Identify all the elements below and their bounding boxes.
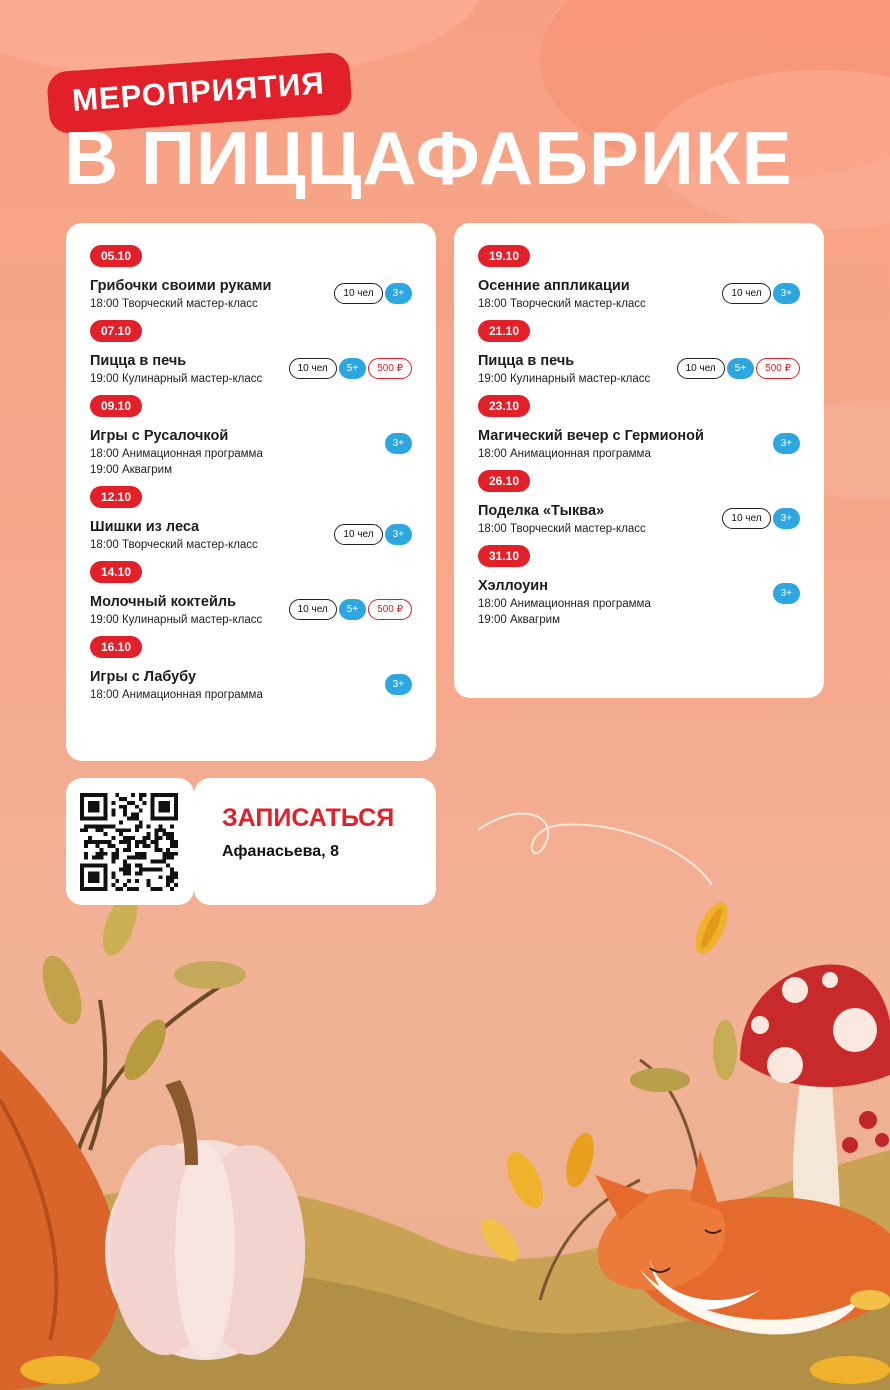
schedule-card-left [66,223,436,761]
event-title: Пицца в печь [90,353,187,369]
event-time-line: 19:00 Кулинарный мастер-класс [90,614,263,626]
event-title: Поделка «Тыква» [478,503,605,519]
age-badge: 3+ [773,433,800,454]
people-limit-badge: 10 чел [722,508,770,529]
event-item [90,486,412,553]
age-badge: 3+ [385,524,412,545]
event-date-badge: 26.10 [478,470,530,492]
age-badge: 3+ [773,583,800,604]
event-title: Игры с Русалочкой [90,428,229,444]
signup-link[interactable]: ЗАПИСАТЬСЯ [222,804,395,832]
address: Афанасьева, 8 [222,843,339,860]
event-title: Осенние аппликации [478,278,630,294]
event-time-line: 18:00 Творческий мастер-класс [478,298,646,310]
event-date-badge: 23.10 [478,395,530,417]
event-item [478,395,800,462]
event-time-line: 18:00 Анимационная программа [90,448,263,460]
leaves-branch-icon [75,980,230,1160]
price-badge: 500 ₽ [368,358,412,379]
berries-icon [842,1111,889,1153]
event-item [90,245,412,312]
qr-card[interactable] [66,778,194,905]
age-badge: 3+ [385,674,412,695]
event-tags [334,283,412,304]
event-title: Молочный коктейль [90,594,236,610]
event-item [478,320,800,387]
event-date-badge: 05.10 [90,245,142,267]
event-item [90,636,412,703]
event-time-line: 18:00 Анимационная программа [90,689,263,701]
event-date-badge: 14.10 [90,561,142,583]
age-badge: 3+ [385,433,412,454]
age-badge: 3+ [773,508,800,529]
price-badge: 500 ₽ [756,358,800,379]
event-time-line: 18:00 Анимационная программа [478,598,651,610]
event-tags [773,583,800,604]
age-badge: 5+ [339,599,366,620]
event-date-badge: 19.10 [478,245,530,267]
event-time-line: 18:00 Творческий мастер-класс [478,523,646,535]
event-time-line: 19:00 Аквагрим [478,614,560,626]
event-tags [677,358,800,379]
event-date-badge: 31.10 [478,545,530,567]
age-badge: 3+ [773,283,800,304]
event-item [90,395,412,478]
event-tags [385,674,412,695]
event-item [478,245,800,312]
event-time-line: 18:00 Творческий мастер-класс [90,298,258,310]
event-title: Пицца в печь [478,353,575,369]
event-tags [773,433,800,454]
people-limit-badge: 10 чел [677,358,725,379]
event-title: Магический вечер с Гермионой [478,428,704,444]
event-tags [289,358,412,379]
falling-leaf-icon [689,898,734,959]
price-badge: 500 ₽ [368,599,412,620]
event-date-badge: 09.10 [90,395,142,417]
event-time-line: 19:00 Кулинарный мастер-класс [90,373,263,385]
page-title: В ПИЦЦАФАБРИКЕ [64,116,793,200]
event-tags [722,508,800,529]
event-tags [334,524,412,545]
event-title: Шишки из леса [90,519,200,535]
event-title: Игры с Лабубу [90,669,197,685]
age-badge: 5+ [727,358,754,379]
people-limit-badge: 10 чел [722,283,770,304]
people-limit-badge: 10 чел [334,283,382,304]
events-badge: МЕРОПРИЯТИЯ [46,52,352,135]
signup-card[interactable] [194,778,436,905]
age-badge: 3+ [385,283,412,304]
event-time-line: 19:00 Кулинарный мастер-класс [478,373,651,385]
event-item [478,545,800,628]
event-tags [385,433,412,454]
event-date-badge: 16.10 [90,636,142,658]
people-limit-badge: 10 чел [289,599,337,620]
event-date-badge: 21.10 [478,320,530,342]
schedule-card-right [454,223,824,698]
event-tags [722,283,800,304]
qr-code-icon[interactable] [80,793,178,891]
event-time-line: 19:00 Аквагрим [90,464,172,476]
event-title: Хэллоуин [478,578,548,594]
age-badge: 5+ [339,358,366,379]
people-limit-badge: 10 чел [334,524,382,545]
event-tags [289,599,412,620]
event-time-line: 18:00 Творческий мастер-класс [90,539,258,551]
pumpkin-icon [105,1080,305,1360]
event-item [90,320,412,387]
event-item [90,561,412,628]
event-date-badge: 07.10 [90,320,142,342]
event-time-line: 18:00 Анимационная программа [478,448,651,460]
people-limit-badge: 10 чел [289,358,337,379]
event-title: Грибочки своими руками [90,278,272,294]
event-date-badge: 12.10 [90,486,142,508]
event-item [478,470,800,537]
